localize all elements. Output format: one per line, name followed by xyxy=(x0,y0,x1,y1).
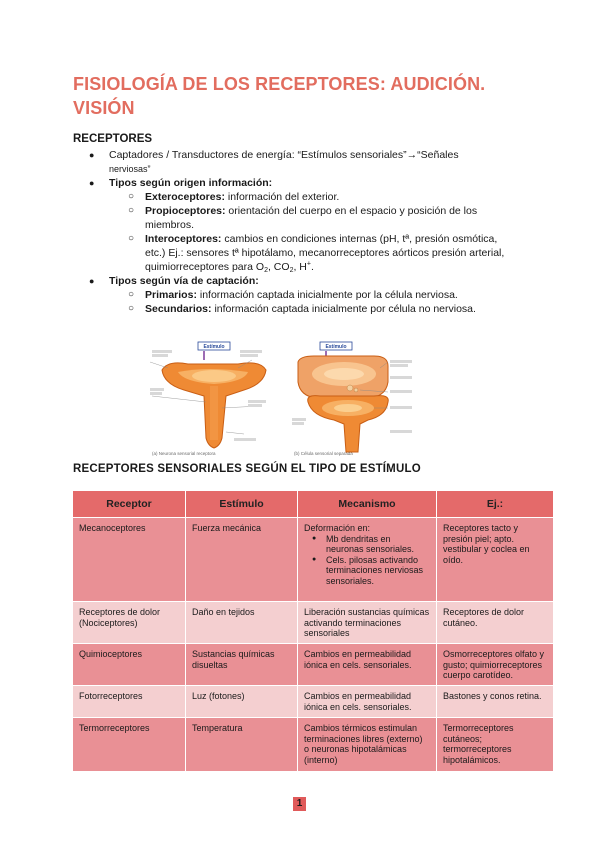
captacion-heading: Tipos según vía de captación: xyxy=(109,275,259,287)
item-propioceptores xyxy=(73,204,543,232)
text-propioceptores-cont: miembros. xyxy=(145,219,195,231)
header-estimulo: Estímulo xyxy=(186,491,298,518)
table-row xyxy=(73,718,554,772)
mecanismo-item: ● Cels. pilosas activando terminaciones nerviosas sensoriales. xyxy=(326,555,430,587)
bullet-captadores xyxy=(73,148,543,176)
text-interoceptores-3: quimiorreceptores para $O_2$, $CO_2$, H+. xyxy=(145,260,314,274)
bullet-circle-icon: ○ xyxy=(128,233,135,244)
term-secundarios: Secundarios: xyxy=(145,303,212,315)
cell-estimulo: Sustancias químicas disueltas xyxy=(186,644,298,686)
bullet-origen xyxy=(73,176,543,190)
cell-ejemplo: Termorreceptores cutáneos; termorreceptores hipotalámicos. xyxy=(437,718,554,772)
term-interoceptores: Interoceptores: xyxy=(145,233,222,245)
cell-estimulo: Temperatura xyxy=(186,718,298,772)
cell-mecanismo xyxy=(298,518,437,602)
cell-mecanismo: Liberación sustancias químicas activando terminaciones sensoriales xyxy=(298,602,437,644)
receptores-outline xyxy=(73,148,543,316)
cell-estimulo: Luz (fotones) xyxy=(186,686,298,718)
text-propioceptores: orientación del cuerpo en el espacio y posición de los xyxy=(225,205,478,217)
page-number-badge: 1 xyxy=(293,797,306,811)
page-title xyxy=(73,72,533,120)
text-secundarios: información captada inicialmente por célula no nerviosa. xyxy=(211,303,476,315)
term-primarios: Primarios: xyxy=(145,289,197,301)
cell-ejemplo: Osmorreceptores olfato y gusto; quimiorreceptores cuerpo carotídeo. xyxy=(437,644,554,686)
captadores-text-cont: nerviosas” xyxy=(109,164,151,174)
table-row xyxy=(73,644,554,686)
item-interoceptores xyxy=(73,232,543,274)
bullet-dot-icon: ● xyxy=(89,178,95,188)
cell-receptor: Fotorreceptores xyxy=(73,686,186,718)
title-line-1: FISIOLOGÍA DE LOS RECEPTORES: AUDICIÓN. xyxy=(73,74,486,94)
cell-ejemplo: Receptores de dolor cutáneo. xyxy=(437,602,554,644)
origen-heading: Tipos según origen información: xyxy=(109,177,273,189)
receptores-heading: RECEPTORES xyxy=(73,133,153,145)
stimulus-label-b: Estímulo xyxy=(325,344,347,350)
term-exteroceptores: Exteroceptores: xyxy=(145,191,225,203)
figure-separate-sensory-cell xyxy=(290,338,420,458)
cell-receptor: Mecanoceptores xyxy=(73,518,186,602)
cell-mecanismo: Cambios en permeabilidad iónica en cels. sensoriales. xyxy=(298,686,437,718)
bullet-captacion xyxy=(73,274,543,288)
cell-receptor: Quimioceptores xyxy=(73,644,186,686)
item-secundarios xyxy=(73,302,543,316)
table-row xyxy=(73,602,554,644)
item-primarios xyxy=(73,288,543,302)
text-interoceptores-2: etc.) Ej.: sensores tª hipotálamo, mecanorreceptores aórticos presión arterial, xyxy=(145,247,505,259)
bullet-circle-icon: ○ xyxy=(128,205,135,216)
figure-sensory-neuron xyxy=(148,338,278,458)
bullet-circle-icon: ○ xyxy=(128,303,135,314)
cell-receptor: Receptores de dolor (Nociceptores) xyxy=(73,602,186,644)
bullet-circle-icon: ○ xyxy=(128,289,135,300)
header-ejemplos: Ej.: xyxy=(437,491,554,518)
bullet-dot-icon: ● xyxy=(89,150,95,160)
bullet-dot-icon: ● xyxy=(89,276,95,286)
text-primarios: información captada inicialmente por la célula nerviosa. xyxy=(196,289,458,301)
item-exteroceptores xyxy=(73,190,543,204)
cell-ejemplo: Bastones y conos retina. xyxy=(437,686,554,718)
text-interoceptores: cambios en condiciones internas (pH, tª, presión osmótica, xyxy=(221,233,498,245)
mecanismo-intro: Deformación en: xyxy=(304,523,371,533)
cell-mecanismo: Cambios térmicos estimulan terminaciones libres (externo) o neuronas hipotalámicas (interno) xyxy=(298,718,437,772)
cell-estimulo: Fuerza mecánica xyxy=(186,518,298,602)
table-header-row xyxy=(73,491,554,518)
receptors-table xyxy=(72,490,554,772)
mecanismo-list xyxy=(304,534,430,587)
right-figure-caption: (b) Célula sensorial separada xyxy=(294,451,353,456)
term-propioceptores: Propioceptores: xyxy=(145,205,226,217)
cell-ejemplo: Receptores tacto y presión piel; apto. vestibular y coclea en oído. xyxy=(437,518,554,602)
table-heading: RECEPTORES SENSORIALES SEGÚN EL TIPO DE ESTÍMULO xyxy=(73,463,421,475)
mecanismo-item: ● Mb dendritas en neuronas sensoriales. xyxy=(326,534,430,555)
bullet-circle-icon: ○ xyxy=(128,191,135,202)
header-receptor: Receptor xyxy=(73,491,186,518)
title-line-2: VISIÓN xyxy=(73,98,135,118)
captadores-text: Captadores / Transductores de energía: “Estímulos sensoriales”→“Señales xyxy=(109,149,459,161)
header-mecanismo: Mecanismo xyxy=(298,491,437,518)
text-exteroceptores: información del exterior. xyxy=(224,191,340,203)
cell-mecanismo: Cambios en permeabilidad iónica en cels. sensoriales. xyxy=(298,644,437,686)
left-figure-caption: (a) Neurona sensorial receptora xyxy=(152,451,216,456)
cell-receptor: Termorreceptores xyxy=(73,718,186,772)
table-row xyxy=(73,686,554,718)
stimulus-label: Estímulo xyxy=(203,344,225,350)
table-row xyxy=(73,518,554,602)
cell-estimulo: Daño en tejidos xyxy=(186,602,298,644)
